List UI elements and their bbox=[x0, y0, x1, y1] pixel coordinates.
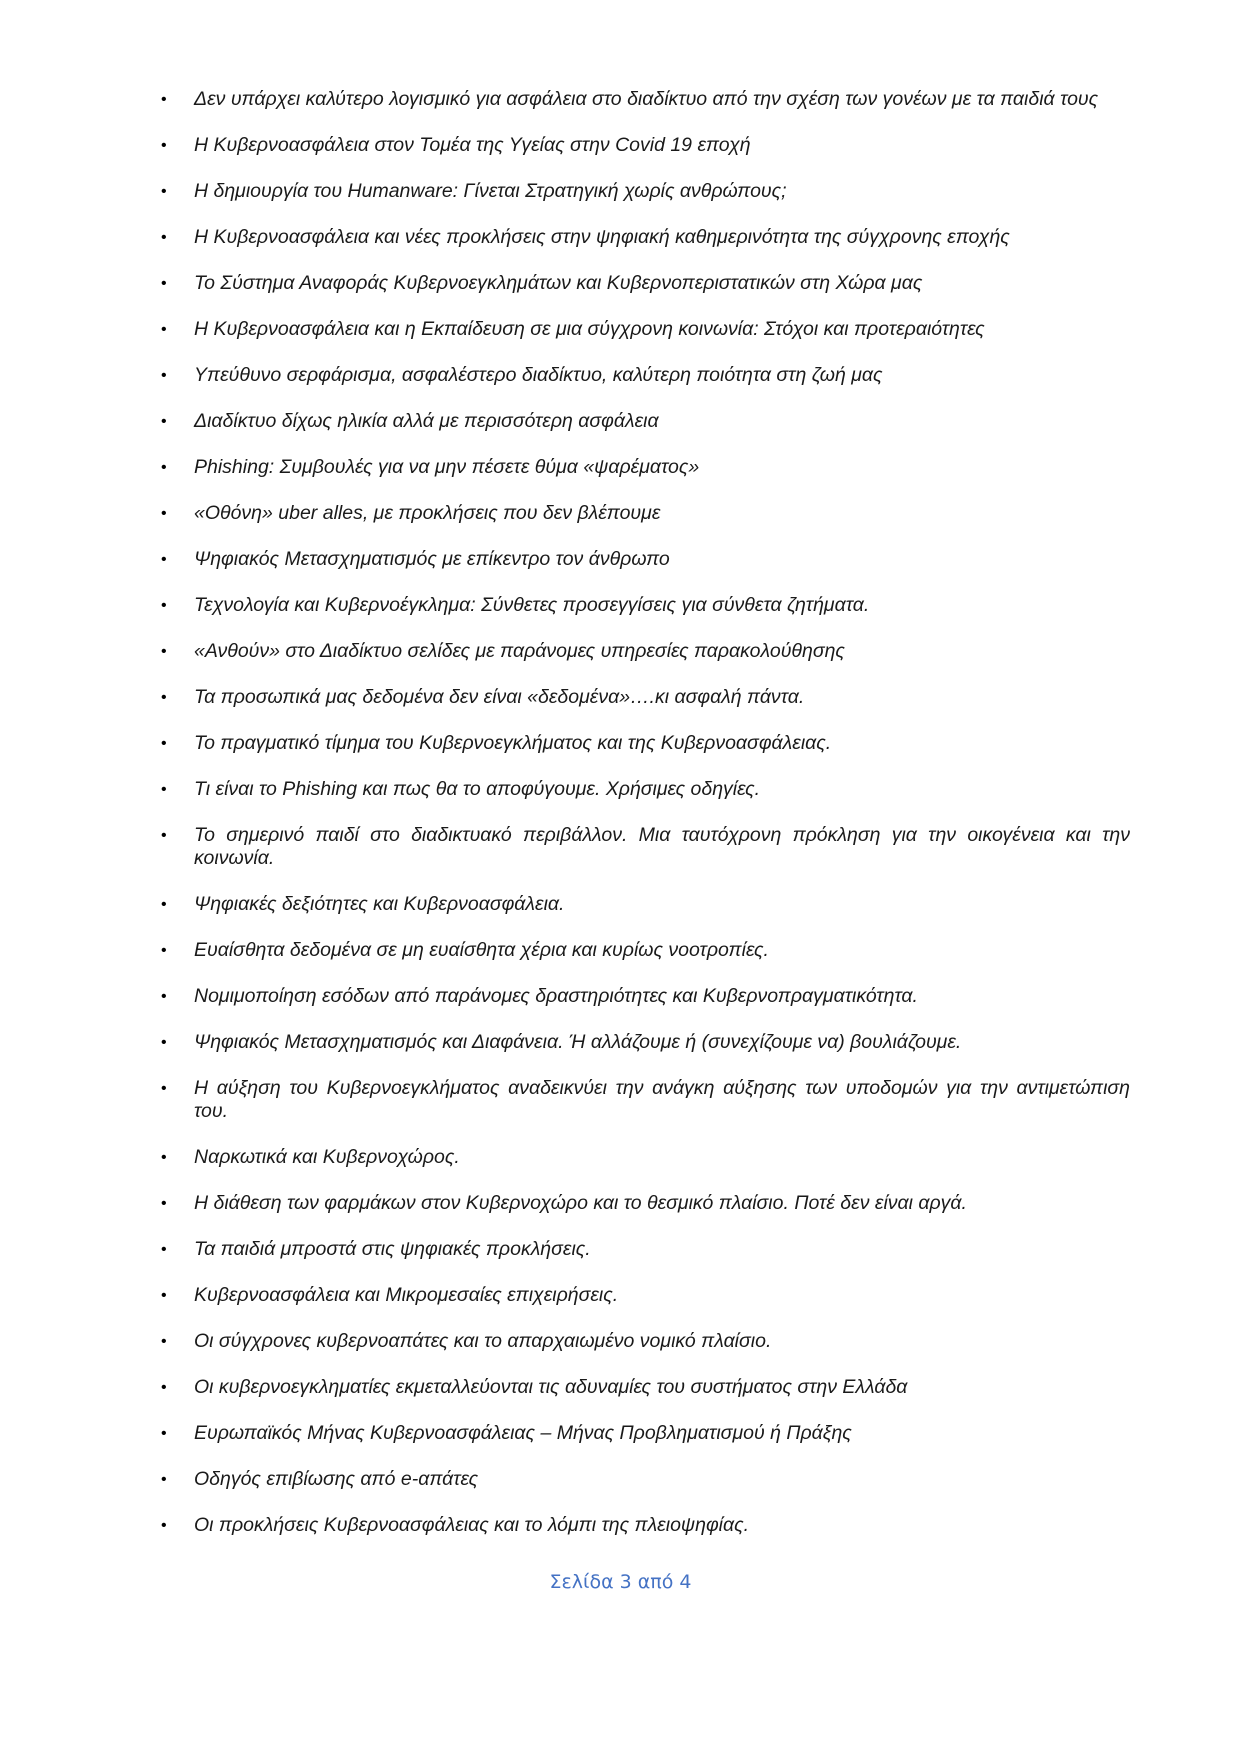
list-item bbox=[161, 1330, 1130, 1353]
bullet-icon: • bbox=[161, 1241, 167, 1258]
bullet-icon: • bbox=[161, 367, 167, 384]
list-item-text: Ψηφιακές δεξιότητες και Κυβερνοασφάλεια. bbox=[194, 893, 565, 915]
bullet-icon: • bbox=[161, 988, 167, 1005]
list-item-text: Τα παιδιά μπροστά στις ψηφιακές προκλήσεις. bbox=[194, 1238, 591, 1260]
bullet-icon: • bbox=[161, 1034, 167, 1051]
bullet-icon: • bbox=[161, 1287, 167, 1304]
list-item bbox=[161, 272, 1130, 295]
list-item bbox=[161, 732, 1130, 755]
list-item-text: Ψηφιακός Μετασχηματισμός και Διαφάνεια. Ή αλλάζουμε ή (συνεχίζουμε να) βουλιάζουμε. bbox=[194, 1031, 962, 1053]
list-item bbox=[161, 1031, 1130, 1054]
bullet-icon: • bbox=[161, 735, 167, 752]
bullet-icon: • bbox=[161, 781, 167, 798]
list-item-text: Οι σύγχρονες κυβερνοαπάτες και το απαρχαιωμένο νομικό πλαίσιο. bbox=[194, 1330, 772, 1352]
bullet-icon: • bbox=[161, 689, 167, 706]
list-item bbox=[161, 1192, 1130, 1215]
bullet-icon: • bbox=[161, 1471, 167, 1488]
page-number-footer: Σελίδα 3 από 4 bbox=[549, 1571, 692, 1593]
list-item-text: Νομιμοποίηση εσόδων από παράνομες δραστηριότητες και Κυβερνοπραγματικότητα. bbox=[194, 985, 918, 1007]
list-item-text: Το πραγματικό τίμημα του Κυβερνοεγκλήματος και της Κυβερνοασφάλειας. bbox=[194, 732, 832, 754]
list-item-text: Η αύξηση του Κυβερνοεγκλήματος αναδεικνύει την ανάγκη αύξησης των υποδομών για την αντιμετώπιση του. bbox=[194, 1077, 1130, 1122]
list-item-text: Η διάθεση των φαρμάκων στον Κυβερνοχώρο και το θεσμικό πλαίσιο. Ποτέ δεν είναι αργά. bbox=[194, 1192, 967, 1214]
list-item bbox=[161, 1284, 1130, 1307]
topic-bullet-list bbox=[161, 88, 1130, 1537]
list-item-text: Η Κυβερνοασφάλεια στον Τομέα της Υγείας στην Covid 19 εποχή bbox=[194, 134, 751, 156]
list-item bbox=[161, 778, 1130, 801]
bullet-icon: • bbox=[161, 183, 167, 200]
bullet-icon: • bbox=[161, 551, 167, 568]
list-item-text: Ευρωπαϊκός Μήνας Κυβερνοασφάλειας – Μήνας Προβληματισμού ή Πράξης bbox=[194, 1422, 852, 1444]
bullet-icon: • bbox=[161, 1517, 167, 1534]
list-item-text: «Οθόνη» uber alles, με προκλήσεις που δεν βλέπουμε bbox=[194, 502, 661, 524]
list-item-text: Διαδίκτυο δίχως ηλικία αλλά με περισσότερη ασφάλεια bbox=[194, 410, 659, 432]
list-item bbox=[161, 364, 1130, 387]
bullet-icon: • bbox=[161, 1379, 167, 1396]
bullet-icon: • bbox=[161, 1195, 167, 1212]
bullet-icon: • bbox=[161, 505, 167, 522]
list-item bbox=[161, 1422, 1130, 1445]
list-item-text: Οδηγός επιβίωσης από e-απάτες bbox=[194, 1468, 479, 1490]
list-item bbox=[161, 134, 1130, 157]
list-item bbox=[161, 548, 1130, 571]
list-item bbox=[161, 318, 1130, 341]
bullet-icon: • bbox=[161, 1149, 167, 1166]
list-item-text: «Ανθούν» στο Διαδίκτυο σελίδες με παράνομες υπηρεσίες παρακολούθησης bbox=[194, 640, 845, 662]
list-item bbox=[161, 180, 1130, 203]
list-item bbox=[161, 1376, 1130, 1399]
list-item bbox=[161, 410, 1130, 433]
list-item-text: Η δημιουργία του Humanware: Γίνεται Στρατηγική χωρίς ανθρώπους; bbox=[194, 180, 787, 202]
bullet-icon: • bbox=[161, 1080, 167, 1097]
list-item-text: Οι κυβερνοεγκληματίες εκμεταλλεύονται τις αδυναμίες του συστήματος στην Ελλάδα bbox=[194, 1376, 908, 1398]
list-item bbox=[161, 456, 1130, 479]
list-item bbox=[161, 1238, 1130, 1261]
list-item bbox=[161, 1514, 1130, 1537]
list-item-text: Τι είναι το Phishing και πως θα το αποφύγουμε. Χρήσιμες οδηγίες. bbox=[194, 778, 761, 800]
list-item-text: Υπεύθυνο σερφάρισμα, ασφαλέστερο διαδίκτυο, καλύτερη ποιότητα στη ζωή μας bbox=[194, 364, 883, 386]
bullet-icon: • bbox=[161, 413, 167, 430]
list-item bbox=[161, 686, 1130, 709]
list-item bbox=[161, 88, 1130, 111]
list-item-text: Ψηφιακός Μετασχηματισμός με επίκεντρο τον άνθρωπο bbox=[194, 548, 670, 570]
list-item bbox=[161, 1077, 1130, 1123]
bullet-icon: • bbox=[161, 321, 167, 338]
list-item bbox=[161, 640, 1130, 663]
list-item bbox=[161, 824, 1130, 870]
list-item-text: Το Σύστημα Αναφοράς Κυβερνοεγκλημάτων και Κυβερνοπεριστατικών στη Χώρα μας bbox=[194, 272, 923, 294]
bullet-icon: • bbox=[161, 1425, 167, 1442]
list-item-text: Η Κυβερνοασφάλεια και νέες προκλήσεις στην ψηφιακή καθημερινότητα της σύγχρονης εποχής bbox=[194, 226, 1010, 248]
bullet-icon: • bbox=[161, 827, 167, 844]
bullet-icon: • bbox=[161, 597, 167, 614]
list-item bbox=[161, 1468, 1130, 1491]
bullet-icon: • bbox=[161, 942, 167, 959]
bullet-icon: • bbox=[161, 896, 167, 913]
bullet-icon: • bbox=[161, 643, 167, 660]
bullet-icon: • bbox=[161, 275, 167, 292]
list-item-text: Δεν υπάρχει καλύτερο λογισμικό για ασφάλεια στο διαδίκτυο από την σχέση των γονέων με τα παιδιά τους bbox=[194, 88, 1099, 110]
list-item-text: Phishing: Συμβουλές για να μην πέσετε θύμα «ψαρέματος» bbox=[194, 456, 700, 478]
list-item bbox=[161, 893, 1130, 916]
list-item-text: Το σημερινό παιδί στο διαδικτυακό περιβάλλον. Μια ταυτόχρονη πρόκληση για την οικογένεια και την κοινωνία. bbox=[194, 824, 1130, 869]
list-item bbox=[161, 939, 1130, 962]
list-item-text: Η Κυβερνοασφάλεια και η Εκπαίδευση σε μια σύγχρονη κοινωνία: Στόχοι και προτεραιότητες bbox=[194, 318, 985, 340]
list-item-text: Τεχνολογία και Κυβερνοέγκλημα: Σύνθετες προσεγγίσεις για σύνθετα ζητήματα. bbox=[194, 594, 870, 616]
list-item bbox=[161, 226, 1130, 249]
bullet-icon: • bbox=[161, 459, 167, 476]
bullet-icon: • bbox=[161, 91, 167, 108]
list-item-text: Οι προκλήσεις Κυβερνοασφάλειας και το λόμπι της πλειοψηφίας. bbox=[194, 1514, 750, 1536]
list-item-text: Κυβερνοασφάλεια και Μικρομεσαίες επιχειρήσεις. bbox=[194, 1284, 619, 1306]
list-item bbox=[161, 502, 1130, 525]
bullet-icon: • bbox=[161, 137, 167, 154]
list-item-text: Τα προσωπικά μας δεδομένα δεν είναι «δεδομένα»….κι ασφαλή πάντα. bbox=[194, 686, 805, 708]
list-item bbox=[161, 594, 1130, 617]
list-item-text: Ναρκωτικά και Κυβερνοχώρος. bbox=[194, 1146, 460, 1168]
list-item-text: Ευαίσθητα δεδομένα σε μη ευαίσθητα χέρια και κυρίως νοοτροπίες. bbox=[194, 939, 769, 961]
list-item bbox=[161, 985, 1130, 1008]
list-item bbox=[161, 1146, 1130, 1169]
bullet-icon: • bbox=[161, 1333, 167, 1350]
bullet-icon: • bbox=[161, 229, 167, 246]
